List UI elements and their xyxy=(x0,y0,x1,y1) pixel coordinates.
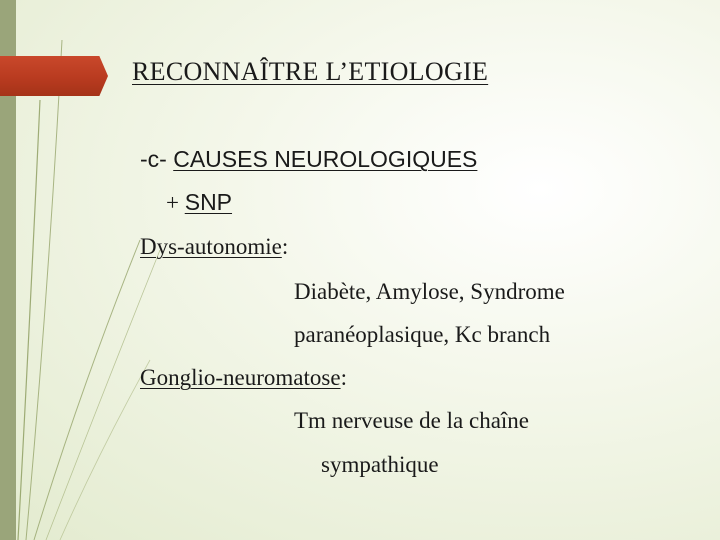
section-heading-line xyxy=(140,148,477,171)
dysautonomie-text-2: paranéoplasique, Kc branch xyxy=(294,322,551,347)
section-prefix: -c- xyxy=(140,146,174,172)
dysautonomie-heading xyxy=(140,235,288,258)
slide-title: RECONNAÎTRE L’ETIOLOGIE xyxy=(132,57,489,86)
snp-prefix: + xyxy=(166,190,185,215)
ganglio-heading xyxy=(140,366,347,389)
title-arrow-shape xyxy=(0,56,108,96)
snp-line xyxy=(166,191,232,214)
ganglio-colon: : xyxy=(340,365,347,390)
dysautonomie-colon: : xyxy=(281,234,289,259)
dysautonomie-text-1: Diabète, Amylose, Syndrome xyxy=(294,279,565,304)
dysautonomie-label: Dys-autonomie xyxy=(140,234,282,259)
ganglio-text-2: sympathique xyxy=(321,452,439,477)
section-heading: CAUSES NEUROLOGIQUES xyxy=(173,146,478,172)
snp-label: SNP xyxy=(184,189,233,215)
ganglio-label: Gonglio-neuromatose xyxy=(140,365,341,390)
ganglio-text-1: Tm nerveuse de la chaîne xyxy=(294,408,529,433)
